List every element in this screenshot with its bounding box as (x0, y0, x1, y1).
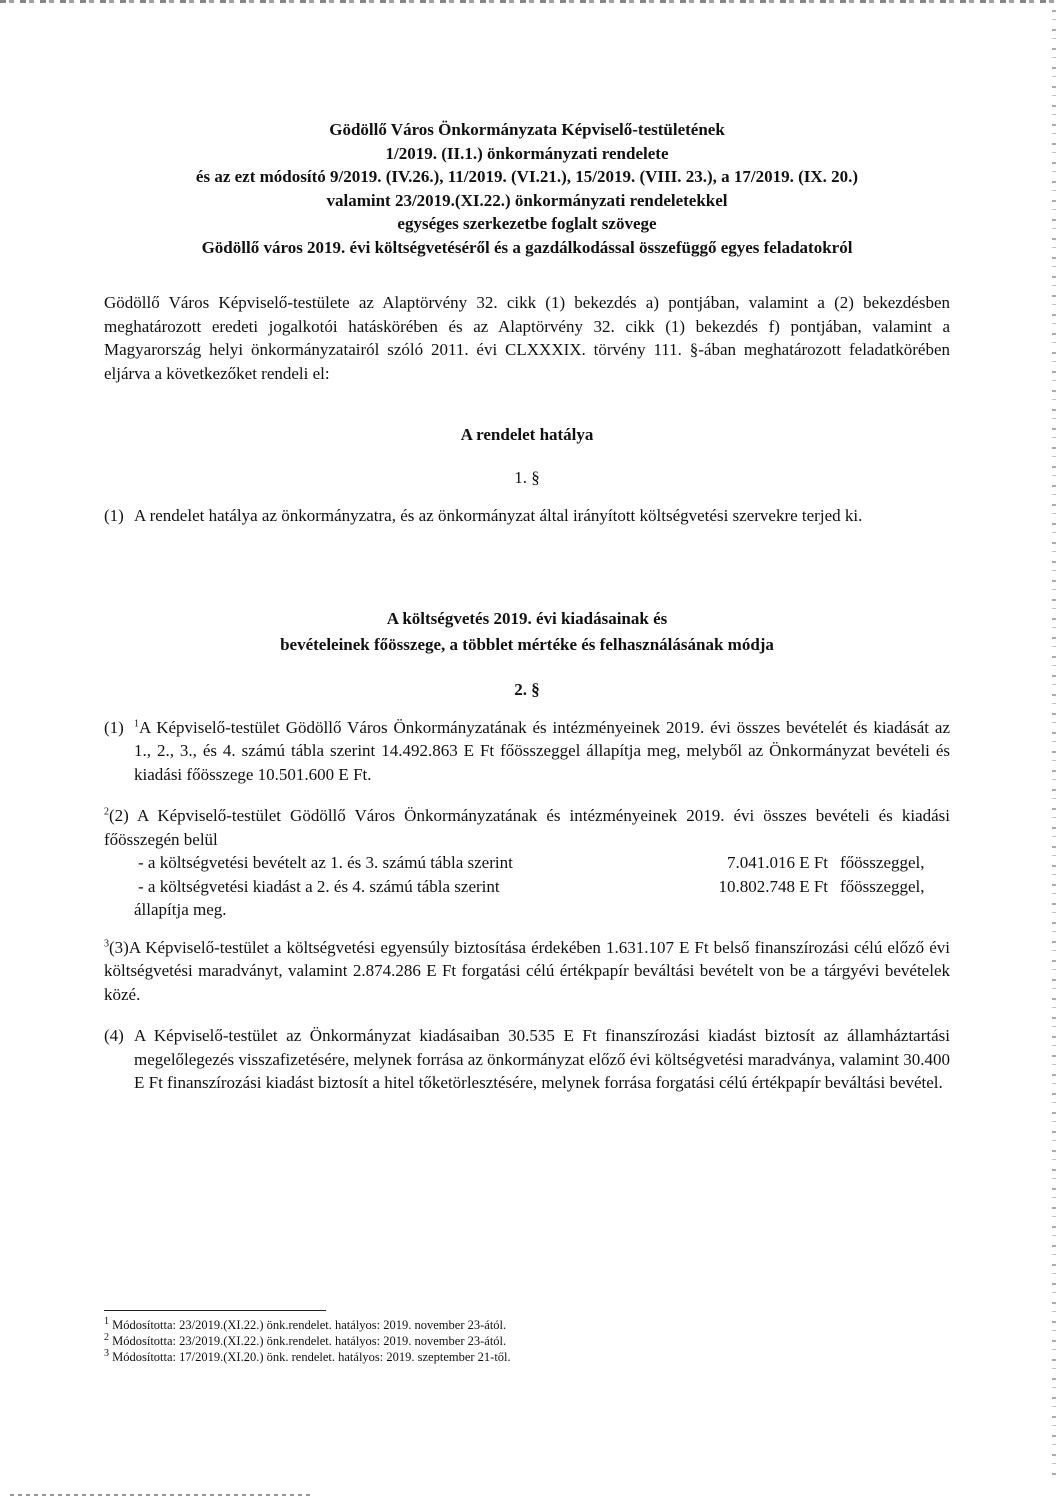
clause-number: (2) (109, 806, 129, 825)
footnote (104, 1333, 804, 1349)
footnote-text: Módosította: 23/2019.(XI.22.) önk.rendelet. hatályos: 2019. november 23-ától. (112, 1334, 507, 1348)
scan-artifact-bottom (10, 1494, 310, 1496)
clause-text: A Képviselő-testület a költségvetési egyensúly biztosítása érdekében 1.631.107 E Ft belső finanszírozási célú előző évi költségvetési maradványt, valamint 2.874.286 E Ft forgatási célú értékpapír beváltási bevételt von be a tárgyévi bevételek közé. (104, 937, 950, 1004)
clause-text: A Képviselő-testület Gödöllő Város Önkormányzatának és intézményeinek 2019. évi összes bevételi és kiadási főösszegén belül (104, 806, 950, 849)
document-page (104, 118, 950, 1095)
section-1-mark: 1. § (514, 468, 540, 487)
clause-number: (1) (104, 717, 124, 737)
section-1-title: A rendelet hatálya (460, 425, 594, 444)
clause-text: A Képviselő-testület az Önkormányzat kiadásaiban 30.535 E Ft finanszírozási kiadást biztosít az államháztartási megelőlegezés visszafizetésére, melynek forrása az önkormányzat előző évi költségvetési maradványa, valamint 30.400 E Ft finanszírozási kiadást biztosít a hitel tőketörlesztésére, melynek forrása forgatási célú értékpapír beváltási bevétel. (134, 1026, 950, 1092)
preamble: Gödöllő Város Képviselő-testülete az Alaptörvény 32. cikk (1) bekezdés a) pontjában, valamint a (2) bekezdésben meghatározott eredeti jogalkotói hatáskörében és az Alaptörvény 32. cikk (1) bekezdés f) pontjában, valamint a Magyarország helyi önkormányzatairól szóló 2011. évi CLXXXIX. törvény 111. §-ában meghatározott feladatkörében eljárva a következőket rendeli el: (104, 293, 950, 383)
title-line: 1/2019. (II.1.) önkormányzati rendelete (385, 143, 669, 163)
footnote-ref[interactable]: 2 (104, 806, 109, 818)
footnote (104, 1317, 804, 1333)
footnotes (104, 1310, 804, 1365)
title-line: Gödöllő Város Önkormányzata Képviselő-testületének (329, 120, 725, 139)
title-line: Gödöllő város 2019. évi költségvetéséről és a gazdálkodással összefüggő egyes feladatokról (201, 237, 853, 257)
scan-artifact-right (1052, 10, 1056, 1480)
section-2-mark: 2. § (514, 679, 540, 699)
budget-row (134, 851, 950, 875)
budget-row-label: - a költségvetési bevételt az 1. és 3. számú tábla szerint (138, 853, 513, 872)
section-1-clause-1 (104, 504, 950, 528)
footnote-number: 1 (104, 1315, 109, 1327)
footnote-text: Módosította: 23/2019.(XI.22.) önk.rendelet. hatályos: 2019. november 23-ától. (112, 1318, 507, 1332)
section-2-clause-2 (104, 804, 950, 922)
clause-number: (4) (104, 1026, 124, 1045)
footnote-ref[interactable]: 1 (134, 717, 139, 729)
footnote (104, 1349, 804, 1365)
budget-row-amount: 10.802.748 E Ft (718, 876, 828, 896)
title-line: egységes szerkezetbe foglalt szövege (397, 214, 657, 233)
title-line: és az ezt módosító 9/2019. (IV.26.), 11/2019. (VI.21.), 15/2019. (VIII. 23.), a 17/2019. (IX. 20.) (195, 167, 859, 186)
clause-text: A rendelet hatálya az önkormányzatra, és az önkormányzat által irányított költségvetési szervekre terjed ki. (134, 506, 863, 525)
budget-row-suffix: főösszeggel, (840, 853, 925, 872)
budget-row-suffix: főösszeggel, (840, 876, 925, 896)
section-2-title-line: A költségvetés 2019. évi kiadásainak és (386, 608, 668, 628)
clause-text: A Képviselő-testület Gödöllő Város Önkormányzatának és intézményeinek 2019. évi összes bevételét és kiadását az 1., 2., 3., és 4. számú tábla szerint 14.492.863 E Ft főösszeggel állapítja meg, melyből az Önkormányzat bevételi és kiadási főösszege 10.501.600 E Ft. (134, 717, 950, 784)
clause-number: (1) (104, 506, 124, 525)
budget-row-label: - a költségvetési kiadást a 2. és 4. számú tábla szerint (138, 876, 500, 896)
footnote-ref[interactable]: 3 (104, 937, 109, 949)
budget-row-amount: 7.041.016 E Ft (726, 853, 828, 872)
footnote-text: Módosította: 17/2019.(XI.20.) önk. rendelet. hatályos: 2019. szeptember 21-től. (112, 1350, 511, 1364)
section-2-clause-3 (104, 936, 950, 1007)
section-2-clause-1 (104, 716, 950, 787)
clause-closing: állapítja meg. (134, 900, 227, 919)
budget-row (134, 875, 950, 899)
footnote-number: 3 (104, 1347, 109, 1359)
scan-artifact-top (0, 0, 1058, 3)
footnote-divider (104, 1310, 326, 1311)
clause-number: (3) (109, 937, 129, 957)
section-2-title-line: bevételeinek főösszege, a többlet mértéke és felhasználásának módja (280, 634, 774, 654)
title-line: valamint 23/2019.(XI.22.) önkormányzati rendeletekkel (326, 190, 728, 210)
footnote-number: 2 (104, 1331, 109, 1343)
section-2-clause-4 (104, 1024, 950, 1095)
section-2-title (104, 606, 950, 658)
document-title (104, 118, 950, 259)
